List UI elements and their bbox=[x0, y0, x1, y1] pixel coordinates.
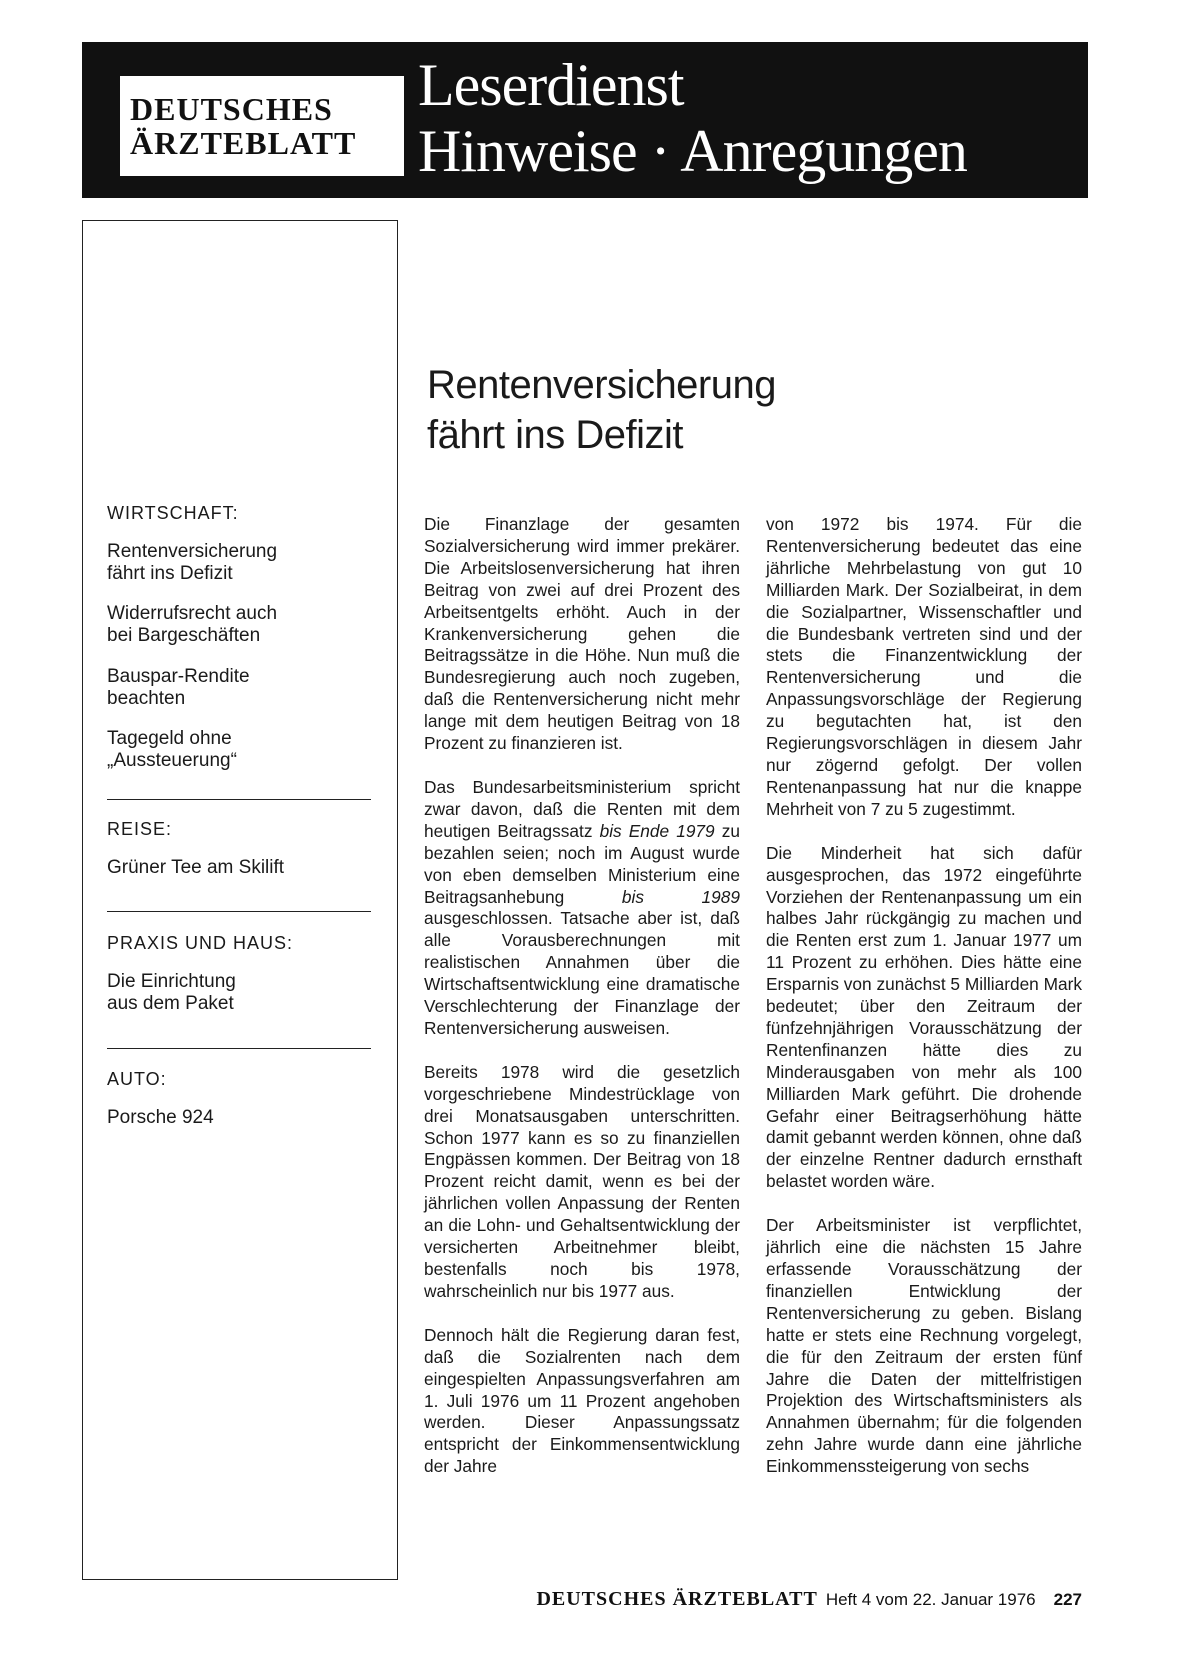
footer-journal-name: DEUTSCHES ÄRZTEBLATT bbox=[536, 1588, 818, 1610]
paragraph: Die Finanzlage der gesamten Sozialversicherung wird immer prekärer. Die Arbeitslosenversicherung hat ihren Beitrag von zwei auf drei Prozent des Arbeitsentgelts erhöht. Auch in der Krankenversicherung gehen die Beitragssätze in die Höhe. Nun muß die Bundesregierung auch noch zugeben, daß die Rentenversicherung nicht mehr lange mit dem heutigen Beitrag von 18 Prozent zu finanzieren ist. bbox=[424, 514, 740, 754]
paragraph: Der Arbeitsminister ist verpflichtet, jährlich eine die nächsten 15 Jahre erfassende Vorausschätzung der finanziellen Entwicklung der Rentenversicherung zu geben. Bislang hatte er stets eine Rechnung vorgelegt, die für den Zeitraum der ersten fünf Jahre die Daten der mittelfristigen Projektion des Wirtschaftsministers als Annahmen übernahm; für die folgenden zehn Jahre wurde dann eine jährliche Einkommenssteigerung von sechs bbox=[766, 1215, 1082, 1477]
page-footer bbox=[536, 1588, 1082, 1611]
paragraph: Die Minderheit hat sich dafür ausgesprochen, das 1972 eingeführte Vorziehen der Rentenanpassung um ein halbes Jahr rückgängig zu machen und die Renten erst zum 1. Januar 1977 um 11 Prozent zu erhöhen. Dies hätte eine Ersparnis von zunächst 5 Milliarden Mark bedeutet; über den Zeitraum der fünfzehnjährigen Vorausschätzung der Rentenfinanzen hätte dies zu Minderausgaben von mehr als 100 Milliarden Mark geführt. Die drohende Gefahr einer Beitragserhöhung hätte damit gebannt werden können, ohne daß der einzelne Rentner dadurch ernsthaft belastet worden wäre. bbox=[766, 842, 1082, 1192]
sidebar-heading-wirtschaft: WIRTSCHAFT: bbox=[107, 503, 239, 523]
footer-issue: Heft 4 vom 22. Januar 1976 bbox=[825, 1590, 1036, 1609]
page-number: 227 bbox=[1053, 1590, 1082, 1609]
logo-line-2: ÄRZTEBLATT bbox=[130, 125, 357, 161]
sidebar-item-porsche: Porsche 924 bbox=[107, 1107, 214, 1128]
sidebar-divider bbox=[107, 911, 371, 912]
sidebar-item-gruener-tee: Grüner Tee am Skilift bbox=[107, 857, 285, 878]
section-title-line-1: Leserdienst bbox=[418, 52, 684, 118]
paragraph: Dennoch hält die Regierung daran fest, daß die Sozialrenten nach dem eingespielten Anpassungsverfahren am 1. Juli 1976 um 11 Prozent angehoben werden. Dieser Anpassungssatz entspricht der Einkommensentwicklung der Jahre bbox=[424, 1324, 740, 1477]
sidebar-item-rentenversicherung: Rentenversicherung fährt ins Defizit bbox=[107, 541, 278, 584]
emphasis: bis 1989 bbox=[621, 886, 740, 907]
logo-line-1: DEUTSCHES bbox=[130, 91, 333, 127]
emphasis: bis Ende 1979 bbox=[599, 820, 715, 841]
headline-line-2: fährt ins Defizit bbox=[427, 413, 684, 457]
contents-sidebar bbox=[82, 220, 398, 1580]
sidebar-item-einrichtung: Die Einrichtung aus dem Paket bbox=[107, 971, 236, 1014]
article-column-2 bbox=[766, 514, 1082, 1500]
sidebar-item-bauspar-rendite: Bauspar-Rendite beachten bbox=[107, 666, 250, 709]
article-headline bbox=[427, 360, 776, 460]
paragraph: von 1972 bis 1974. Für die Rentenversicherung bedeutet das eine jährliche Mehrbelastung von gut 10 Milliarden Mark. Der Sozialbeirat, in dem die Sozialpartner, Wissenschaftler und die Bundesbank vertreten sind und der stets die Finanzentwicklung der Rentenversicherung und die Anpassungsvorschläge der Regierung zu begutachten hat, ist den Regierungsvorschlägen in diesem Jahr nur zögernd gefolgt. Der vollen Rentenanpassung hat nur die knappe Mehrheit von 7 zu 5 zugestimmt. bbox=[766, 514, 1082, 819]
sidebar-heading-praxis-und-haus: PRAXIS UND HAUS: bbox=[107, 933, 294, 953]
section-title-line-2: Hinweise · Anregungen bbox=[418, 118, 967, 184]
article-column-1 bbox=[424, 514, 740, 1500]
sidebar-item-tagegeld: Tagegeld ohne „Aussteuerung“ bbox=[107, 728, 237, 771]
sidebar-divider bbox=[107, 799, 371, 800]
section-title bbox=[418, 52, 967, 184]
paragraph: Das Bundesarbeitsministerium spricht zwar davon, daß die Renten mit dem heutigen Beitragssatz bis Ende 1979 zu bezahlen seien; noch im August wurde von eben demselben Ministerium eine Beitragsanhebung bis 1989 ausgeschlossen. Tatsache aber ist, daß alle Vorausberechnungen mit realistischen Annahmen über die Wirtschaftsentwicklung eine dramatische Verschlechterung der Finanzlage der Rentenversicherung ausweisen. bbox=[424, 776, 740, 1038]
sidebar-heading-reise: REISE: bbox=[107, 819, 173, 839]
sidebar-item-widerrufsrecht: Widerrufsrecht auch bei Bargeschäften bbox=[107, 603, 278, 646]
masthead bbox=[82, 42, 1088, 198]
journal-logo bbox=[120, 76, 404, 176]
headline-line-1: Rentenversicherung bbox=[427, 363, 776, 407]
paragraph: Bereits 1978 wird die gesetzlich vorgeschriebene Mindestrücklage von drei Monatsausgaben unterschritten. Schon 1977 kann es so zu finanziellen Engpässen kommen. Der Beitrag von 18 Prozent reicht damit, wenn es bei der jährlichen vollen Anpassung der Renten an die Lohn- und Gehaltsentwicklung der versicherten Arbeitnehmer bleibt, bestenfalls noch bis 1978, wahrscheinlich nur bis 1977 aus. bbox=[424, 1061, 740, 1301]
sidebar-divider bbox=[107, 1048, 371, 1049]
sidebar-heading-auto: AUTO: bbox=[107, 1069, 167, 1089]
